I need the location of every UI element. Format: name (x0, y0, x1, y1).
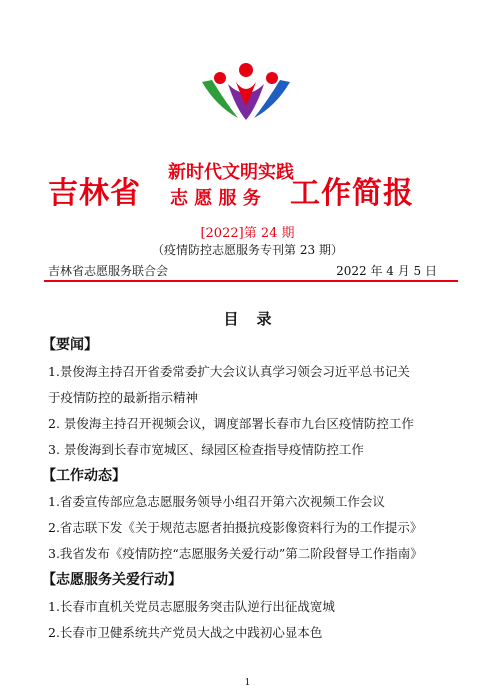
toc-item[interactable]: 1.长春市直机关党员志愿服务突击队逆行出征战宽城 (48, 599, 335, 614)
title-right: 工作简报 (290, 176, 414, 211)
toc-item[interactable]: 1.省委宣传部应急志愿服务领导小组召开第六次视频工作会议 (48, 494, 385, 509)
section-heading-news: 【要闻】 (42, 337, 98, 353)
toc-item[interactable]: 2.长春市卫健系统共产党员大战之中践初心显本色 (48, 625, 323, 640)
title-mid-bottom: 志 愿 服 务 (170, 188, 261, 209)
page-number: 1 (244, 678, 251, 688)
toc-title: 目录 (223, 310, 290, 328)
toc-item[interactable]: 3. 景俊海到长春市宽城区、绿园区检查指导疫情防控工作 (48, 442, 364, 457)
special-issue-note: （疫情防控志愿服务专刊第 23 期） (152, 243, 343, 257)
toc-item[interactable]: 2.省志联下发《关于规范志愿者拍摄抗疫影像资料行为的工作提示》 (48, 520, 423, 535)
title-mid-top: 新时代文明实践 (168, 162, 294, 183)
section-heading-care-action: 【志愿服务关爱行动】 (42, 572, 182, 588)
toc-item[interactable]: 2. 景俊海主持召开视频会议，调度部署长春市九台区疫情防控工作 (48, 416, 414, 431)
toc-item[interactable]: 1.景俊海主持召开省委常委扩大会议认真学习领会习近平总书记关 (48, 364, 410, 379)
title-left: 吉林省 (48, 176, 141, 211)
toc-item[interactable]: 于疫情防控的最新指示精神 (48, 390, 199, 405)
organization-name: 吉林省志愿服务联合会 (48, 264, 169, 278)
volunteer-figures-logo-icon (198, 62, 294, 122)
issue-number: [2022]第 24 期 (200, 226, 295, 241)
section-heading-work-updates: 【工作动态】 (42, 468, 126, 484)
header-divider (44, 280, 458, 282)
toc-item[interactable]: 3.我省发布《疫情防控“志愿服务关爱行动”第二阶段督导工作指南》 (48, 546, 423, 561)
publish-date: 2022 年 4 月 5 日 (336, 264, 437, 278)
